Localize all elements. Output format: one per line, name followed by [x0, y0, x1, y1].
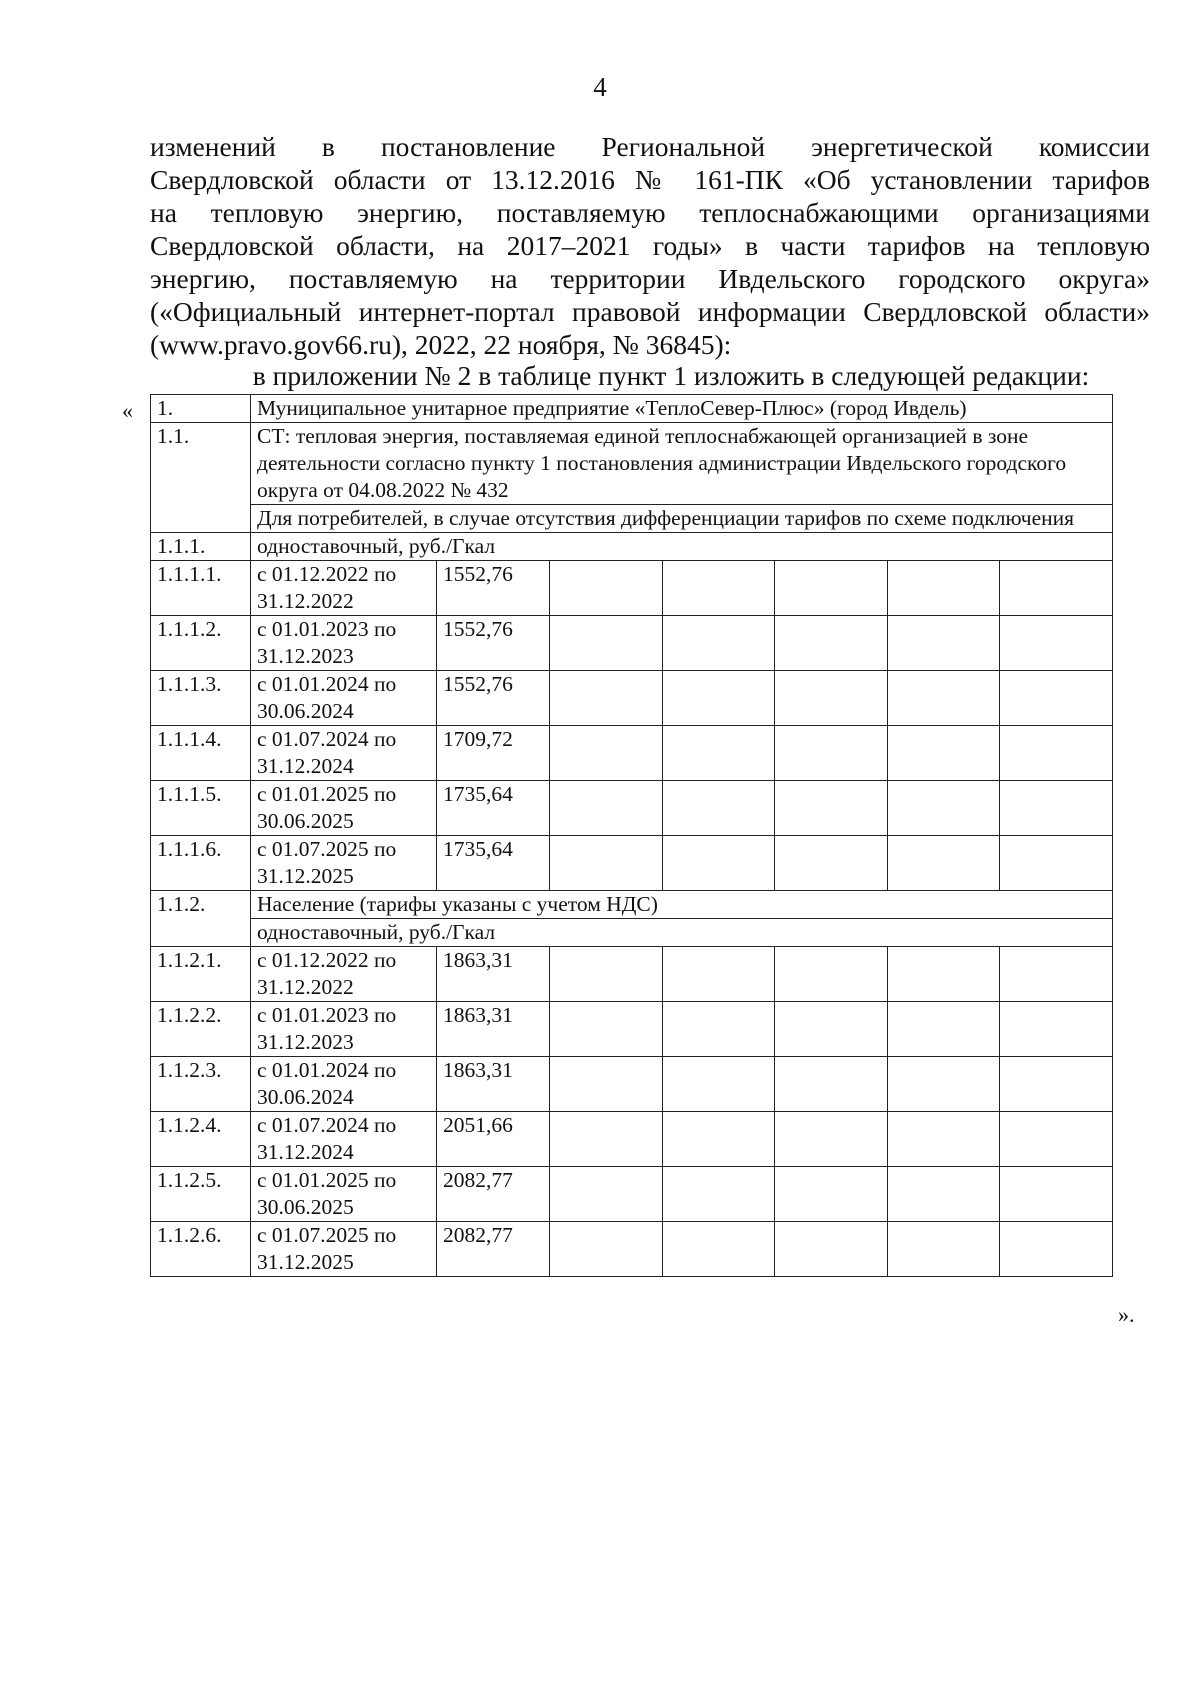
period-cell: с 01.12.2022 по 31.12.2022	[251, 561, 437, 616]
period-cell: с 01.12.2022 по 31.12.2022	[251, 947, 437, 1002]
empty-cell	[775, 947, 888, 1002]
empty-cell	[662, 561, 775, 616]
tariff-value: 1735,64	[437, 836, 550, 891]
empty-cell	[887, 1002, 1000, 1057]
empty-cell	[662, 726, 775, 781]
empty-cell	[775, 1002, 888, 1057]
empty-cell	[662, 1057, 775, 1112]
tariff-table	[150, 394, 1113, 1277]
tariff-value: 2082,77	[437, 1167, 550, 1222]
empty-cell	[1000, 1057, 1113, 1112]
empty-cell	[1000, 1222, 1113, 1277]
intro-line: энергию, поставляемую на территории Ивдельского городского округа»	[150, 263, 1150, 294]
empty-cell	[550, 836, 663, 891]
intro-line: Свердловской области от 13.12.2016 № 161-ПК «Об установлении тарифов	[150, 164, 1150, 195]
period-cell: с 01.01.2025 по 30.06.2025	[251, 1167, 437, 1222]
empty-cell	[1000, 836, 1113, 891]
empty-cell	[1000, 1167, 1113, 1222]
tariff-value: 1735,64	[437, 781, 550, 836]
tariff-row	[151, 726, 1113, 781]
empty-cell	[887, 1057, 1000, 1112]
row-number: 1.1.2.3.	[151, 1057, 251, 1112]
empty-cell	[1000, 671, 1113, 726]
empty-cell	[775, 671, 888, 726]
tariff-row	[151, 671, 1113, 726]
empty-cell	[887, 1112, 1000, 1167]
empty-cell	[1000, 781, 1113, 836]
tariff-row	[151, 1002, 1113, 1057]
empty-cell	[887, 671, 1000, 726]
row-number: 1.1.1.1.	[151, 561, 251, 616]
row-number: 1.1.1.5.	[151, 781, 251, 836]
empty-cell	[887, 726, 1000, 781]
row-number: 1.1.1.6.	[151, 836, 251, 891]
empty-cell	[887, 947, 1000, 1002]
empty-cell	[775, 1057, 888, 1112]
empty-cell	[775, 1222, 888, 1277]
period-cell: с 01.01.2025 по 30.06.2025	[251, 781, 437, 836]
empty-cell	[1000, 616, 1113, 671]
group-label: Население (тарифы указаны с учетом НДС)	[251, 891, 1113, 919]
empty-cell	[662, 1222, 775, 1277]
row-number: 1.1.2.	[151, 891, 251, 947]
tariff-row	[151, 1167, 1113, 1222]
empty-cell	[775, 1112, 888, 1167]
row-number: 1.1.1.3.	[151, 671, 251, 726]
tariff-value: 1552,76	[437, 671, 550, 726]
empty-cell	[550, 947, 663, 1002]
empty-cell	[1000, 726, 1113, 781]
group-header-row	[151, 533, 1113, 561]
intro-line: («Официальный интернет-портал правовой информации Свердловской области»	[150, 296, 1150, 327]
opening-quote: «	[122, 398, 133, 423]
page-number: 4	[593, 72, 607, 102]
tariff-value: 1863,31	[437, 1057, 550, 1112]
row-number: 1.1.1.	[151, 533, 251, 561]
tariff-row	[151, 947, 1113, 1002]
row-number: 1.1.2.1.	[151, 947, 251, 1002]
tariff-value: 2082,77	[437, 1222, 550, 1277]
tariff-value: 1709,72	[437, 726, 550, 781]
tariff-value: 1552,76	[437, 561, 550, 616]
period-cell: с 01.01.2024 по 30.06.2024	[251, 671, 437, 726]
empty-cell	[887, 1222, 1000, 1277]
empty-cell	[662, 947, 775, 1002]
empty-cell	[887, 836, 1000, 891]
empty-cell	[662, 616, 775, 671]
empty-cell	[550, 726, 663, 781]
empty-cell	[662, 1112, 775, 1167]
period-cell: с 01.07.2024 по 31.12.2024	[251, 726, 437, 781]
amendment-instruction: в приложении № 2 в таблице пункт 1 изложить в следующей редакции:	[252, 360, 1090, 391]
empty-cell	[550, 781, 663, 836]
row-number: 1.1.1.2.	[151, 616, 251, 671]
empty-cell	[887, 1167, 1000, 1222]
empty-cell	[550, 1222, 663, 1277]
group-sublabel-row	[151, 919, 1113, 947]
intro-line: на тепловую энергию, поставляемую теплоснабжающими организациями	[150, 197, 1150, 228]
st-row	[151, 423, 1113, 505]
empty-cell	[887, 781, 1000, 836]
period-cell: с 01.01.2023 по 31.12.2023	[251, 616, 437, 671]
row-number: 1.1.2.6.	[151, 1222, 251, 1277]
empty-cell	[550, 1112, 663, 1167]
group-header-row	[151, 891, 1113, 919]
tariff-value: 1863,31	[437, 1002, 550, 1057]
empty-cell	[550, 1167, 663, 1222]
empty-cell	[775, 781, 888, 836]
period-cell: с 01.01.2024 по 30.06.2024	[251, 1057, 437, 1112]
empty-cell	[550, 1057, 663, 1112]
empty-cell	[662, 671, 775, 726]
row-number: 1.1.	[151, 423, 251, 533]
empty-cell	[775, 561, 888, 616]
st-description: СТ: тепловая энергия, поставляемая единой теплоснабжающей организацией в зоне деятельности согласно пункту 1 постановления администрации Ивдельского городского округа от 04.08.2022 № 432	[251, 423, 1113, 505]
tariff-row	[151, 781, 1113, 836]
group-label: одноставочный, руб./Гкал	[251, 533, 1113, 561]
period-cell: с 01.01.2023 по 31.12.2023	[251, 1002, 437, 1057]
empty-cell	[775, 836, 888, 891]
period-cell: с 01.07.2025 по 31.12.2025	[251, 1222, 437, 1277]
empty-cell	[1000, 947, 1113, 1002]
tariff-row	[151, 1057, 1113, 1112]
intro-line: изменений в постановление Региональной энергетической комиссии	[150, 131, 1150, 162]
empty-cell	[550, 561, 663, 616]
tariff-row	[151, 616, 1113, 671]
intro-line: (www.pravo.gov66.ru), 2022, 22 ноября, № 36845):	[150, 329, 732, 360]
tariff-row	[151, 836, 1113, 891]
tariff-value: 2051,66	[437, 1112, 550, 1167]
empty-cell	[887, 561, 1000, 616]
empty-cell	[662, 1002, 775, 1057]
empty-cell	[887, 616, 1000, 671]
tariff-row	[151, 561, 1113, 616]
closing-quote: ».	[1118, 1302, 1135, 1327]
empty-cell	[1000, 561, 1113, 616]
empty-cell	[1000, 1002, 1113, 1057]
org-name: Муниципальное унитарное предприятие «ТеплоСевер-Плюс» (город Ивдель)	[251, 395, 1113, 423]
intro-line: Свердловской области, на 2017–2021 годы» в части тарифов на тепловую	[150, 230, 1150, 261]
org-row	[151, 395, 1113, 423]
tariff-value: 1863,31	[437, 947, 550, 1002]
consumers-description: Для потребителей, в случае отсутствия дифференциации тарифов по схеме подключения	[251, 505, 1113, 533]
empty-cell	[1000, 1112, 1113, 1167]
empty-cell	[775, 616, 888, 671]
row-number: 1.1.2.5.	[151, 1167, 251, 1222]
row-number: 1.	[151, 395, 251, 423]
empty-cell	[550, 616, 663, 671]
empty-cell	[662, 836, 775, 891]
period-cell: с 01.07.2024 по 31.12.2024	[251, 1112, 437, 1167]
consumers-row	[151, 505, 1113, 533]
empty-cell	[662, 781, 775, 836]
row-number: 1.1.2.2.	[151, 1002, 251, 1057]
row-number: 1.1.2.4.	[151, 1112, 251, 1167]
empty-cell	[662, 1167, 775, 1222]
empty-cell	[775, 1167, 888, 1222]
tariff-value: 1552,76	[437, 616, 550, 671]
intro-paragraph	[150, 130, 1150, 361]
period-cell: с 01.07.2025 по 31.12.2025	[251, 836, 437, 891]
empty-cell	[550, 671, 663, 726]
group-sublabel: одноставочный, руб./Гкал	[251, 919, 1113, 947]
tariff-row	[151, 1222, 1113, 1277]
empty-cell	[775, 726, 888, 781]
empty-cell	[550, 1002, 663, 1057]
tariff-row	[151, 1112, 1113, 1167]
row-number: 1.1.1.4.	[151, 726, 251, 781]
